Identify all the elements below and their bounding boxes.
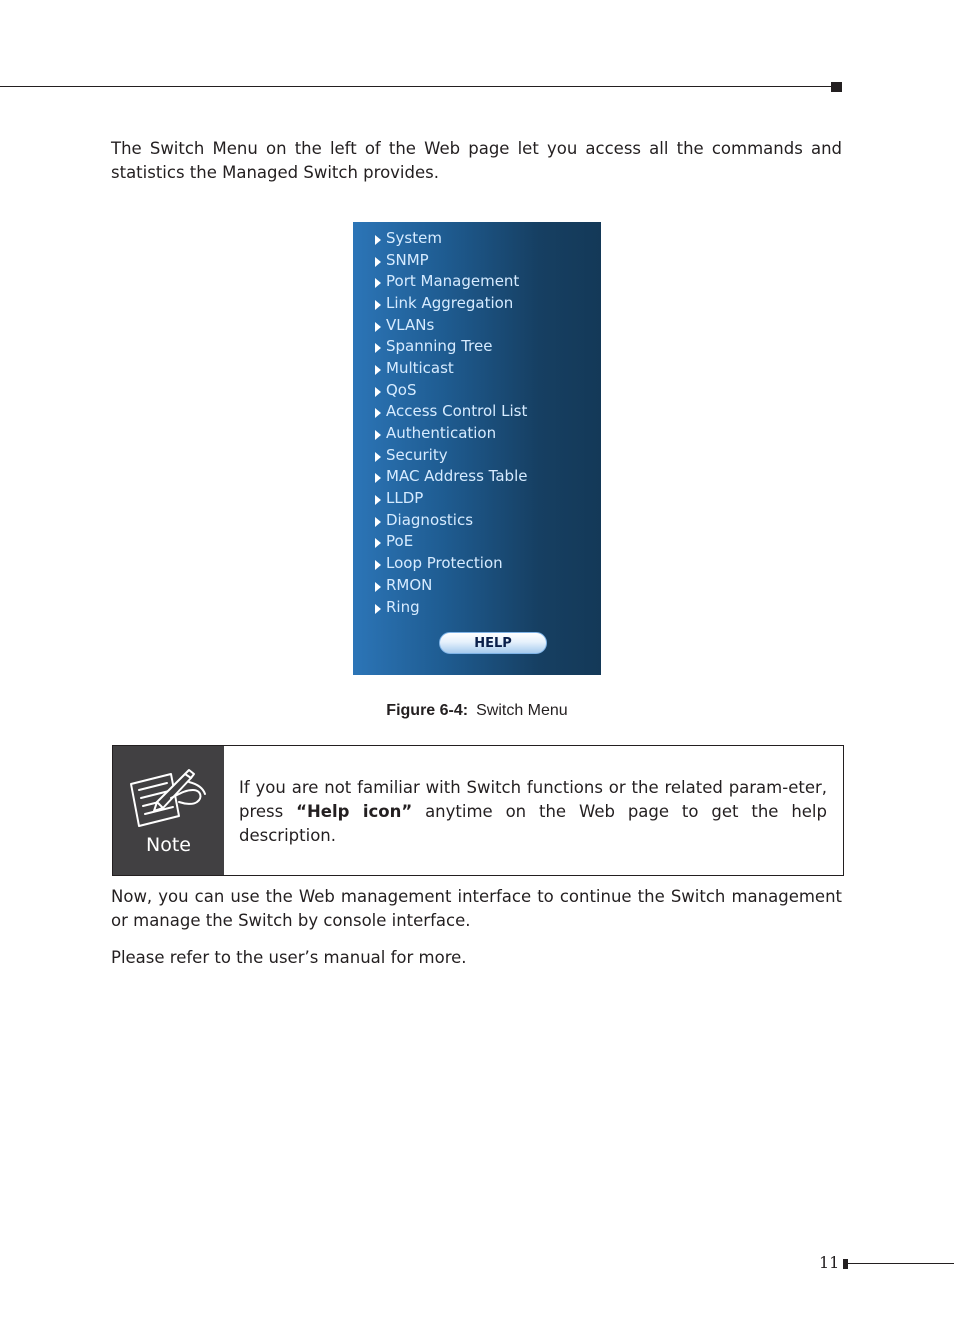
intro-paragraph: The Switch Menu on the left of the Web page let you access all the commands and statistics the Managed Switch provides. xyxy=(111,139,842,182)
menu-item-poe[interactable]: PoE xyxy=(375,531,527,553)
menu-item-ring[interactable]: Ring xyxy=(375,596,527,618)
triangle-right-icon xyxy=(375,495,381,505)
menu-item-snmp[interactable]: SNMP xyxy=(375,249,527,271)
triangle-right-icon xyxy=(375,604,381,614)
triangle-right-icon xyxy=(375,582,381,592)
switch-menu-list xyxy=(375,227,527,617)
menu-item-qos[interactable]: QoS xyxy=(375,379,527,401)
header-rule xyxy=(0,86,832,87)
triangle-right-icon xyxy=(375,430,381,440)
menu-item-access-control-list[interactable]: Access Control List xyxy=(375,401,527,423)
switch-menu-figure xyxy=(353,222,601,675)
menu-item-system[interactable]: System xyxy=(375,227,527,249)
triangle-right-icon xyxy=(375,408,381,418)
footer-rule xyxy=(848,1263,954,1264)
note-box xyxy=(112,745,844,876)
figure-caption-text: Switch Menu xyxy=(476,702,568,719)
body-paragraph-management: Now, you can use the Web management interface to continue the Switch management or manage the Switch by console interface. xyxy=(111,887,842,930)
menu-item-spanning-tree[interactable]: Spanning Tree xyxy=(375,335,527,357)
menu-item-lldp[interactable]: LLDP xyxy=(375,487,527,509)
figure-caption xyxy=(0,702,954,720)
triangle-right-icon xyxy=(375,300,381,310)
page-number: 11 xyxy=(819,1253,840,1272)
menu-item-port-management[interactable]: Port Management xyxy=(375,270,527,292)
triangle-right-icon xyxy=(375,235,381,245)
help-button[interactable]: HELP xyxy=(439,632,547,654)
menu-item-security[interactable]: Security xyxy=(375,444,527,466)
triangle-right-icon xyxy=(375,452,381,462)
menu-item-link-aggregation[interactable]: Link Aggregation xyxy=(375,292,527,314)
triangle-right-icon xyxy=(375,560,381,570)
menu-item-vlans[interactable]: VLANs xyxy=(375,314,527,336)
header-square-marker xyxy=(831,82,842,92)
triangle-right-icon xyxy=(375,538,381,548)
menu-item-rmon[interactable]: RMON xyxy=(375,574,527,596)
menu-item-authentication[interactable]: Authentication xyxy=(375,422,527,444)
triangle-right-icon xyxy=(375,257,381,267)
triangle-right-icon xyxy=(375,365,381,375)
triangle-right-icon xyxy=(375,278,381,288)
triangle-right-icon xyxy=(375,322,381,332)
triangle-right-icon xyxy=(375,387,381,397)
menu-item-mac-address-table[interactable]: MAC Address Table xyxy=(375,466,527,488)
note-icon-cell xyxy=(113,746,224,875)
footer-marker xyxy=(843,1259,848,1269)
menu-item-diagnostics[interactable]: Diagnostics xyxy=(375,509,527,531)
note-text: If you are not familiar with Switch functions or the related param-eter, press “Help icon” anytime on the Web page to get the help description. xyxy=(239,778,827,845)
body-paragraph-refer: Please refer to the user’s manual for more. xyxy=(111,948,467,967)
triangle-right-icon xyxy=(375,473,381,483)
figure-caption-label: Figure 6-4: xyxy=(386,702,469,719)
help-icon-emphasis: “Help icon” xyxy=(296,802,413,821)
menu-item-loop-protection[interactable]: Loop Protection xyxy=(375,552,527,574)
note-label: Note xyxy=(146,834,191,856)
triangle-right-icon xyxy=(375,343,381,353)
triangle-right-icon xyxy=(375,517,381,527)
menu-item-multicast[interactable]: Multicast xyxy=(375,357,527,379)
note-pen-icon xyxy=(127,768,209,830)
